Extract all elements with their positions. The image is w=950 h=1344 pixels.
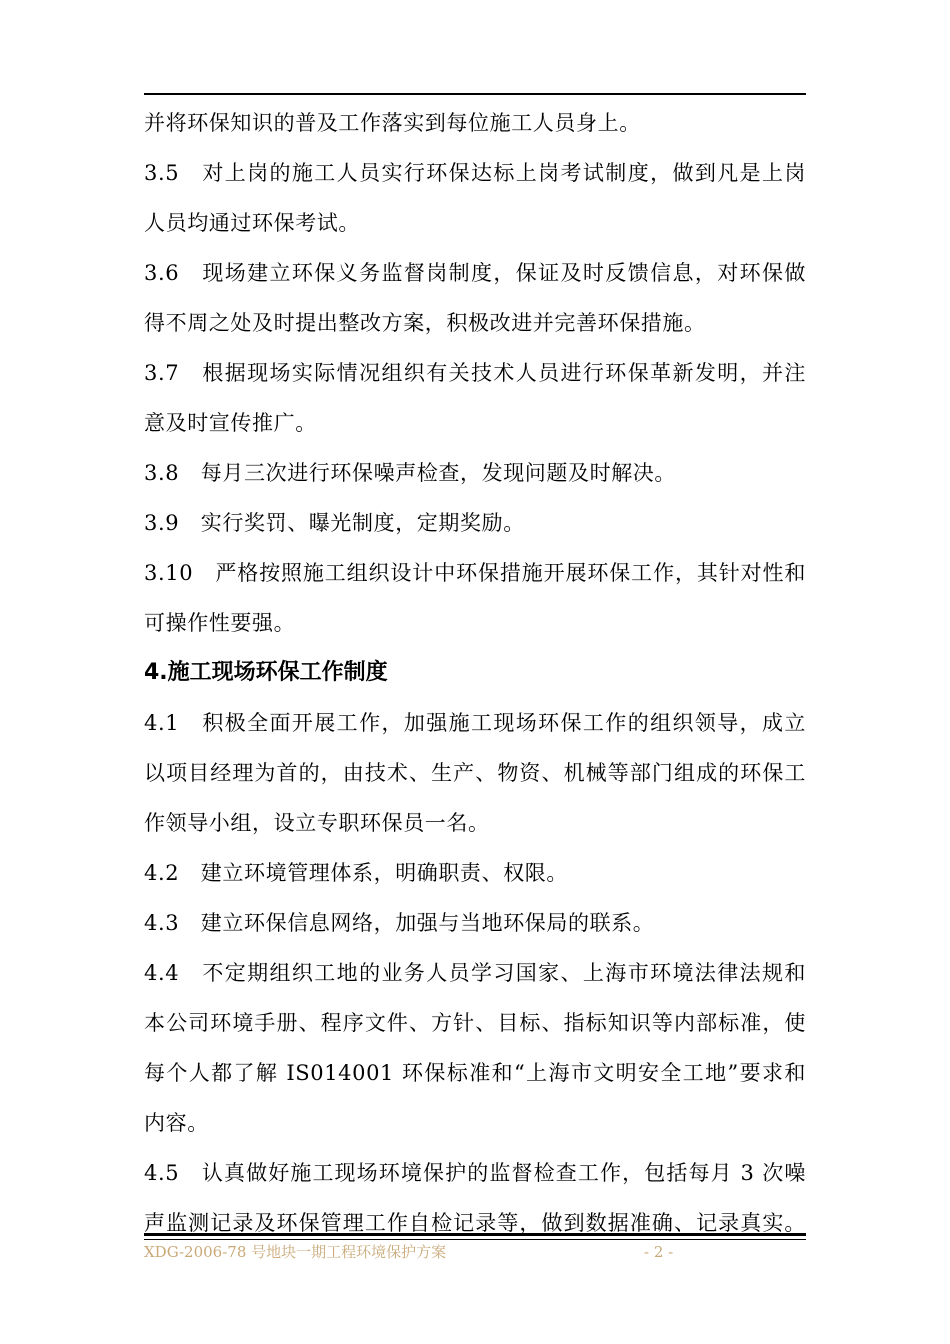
paragraph-line: 3.7 根据现场实际情况组织有关技术人员进行环保革新发明，并注 [144,361,806,385]
paragraph-line: 并将环保知识的普及工作落实到每位施工人员身上。 [144,111,641,135]
footer-rule-thin [144,1239,806,1240]
paragraph-line: 3.8 每月三次进行环保噪声检查，发现问题及时解决。 [144,461,676,485]
footer-document-title: XDG-2006-78 号地块一期工程环境保护方案 [144,1243,447,1261]
footer-rule [144,1233,806,1236]
paragraph-line: 可操作性要强。 [144,611,296,635]
paragraph-line: 4.3 建立环保信息网络，加强与当地环保局的联系。 [144,911,655,935]
paragraph-line: 声监测记录及环保管理工作自检记录等，做到数据准确、记录真实。 [144,1211,806,1235]
paragraph-line: 每个人都了解 IS014001 环保标准和“上海市文明安全工地”要求和 [144,1061,806,1085]
document-body [144,98,806,1248]
paragraph-line: 本公司环境手册、程序文件、方针、目标、指标知识等内部标准，使 [144,1011,806,1035]
paragraph-line: 人员均通过环保考试。 [144,211,360,235]
paragraph-line: 3.9 实行奖罚、曝光制度，定期奖励。 [144,511,525,535]
paragraph-line: 4.4 不定期组织工地的业务人员学习国家、上海市环境法律法规和 [144,961,806,985]
paragraph-line: 3.10 严格按照施工组织设计中环保措施开展环保工作，其针对性和 [144,561,806,585]
footer-page-number: - 2 - [644,1243,674,1261]
paragraph-line: 4.1 积极全面开展工作，加强施工现场环保工作的组织领导，成立 [144,711,806,735]
paragraph-line: 意及时宣传推广。 [144,411,317,435]
section-heading: 4.施工现场环保工作制度 [144,660,388,685]
header-rule [144,93,806,95]
paragraph-line: 作领导小组，设立专职环保员一名。 [144,811,490,835]
paragraph-line: 3.6 现场建立环保义务监督岗制度，保证及时反馈信息，对环保做 [144,261,806,285]
paragraph-line: 内容。 [144,1111,209,1135]
paragraph-line: 3.5 对上岗的施工人员实行环保达标上岗考试制度，做到凡是上岗 [144,161,806,185]
paragraph-line: 4.2 建立环境管理体系，明确职责、权限。 [144,861,568,885]
paragraph-line: 得不周之处及时提出整改方案，积极改进并完善环保措施。 [144,311,706,335]
paragraph-line: 4.5 认真做好施工现场环境保护的监督检查工作，包括每月 3 次噪 [144,1161,806,1185]
paragraph-line: 以项目经理为首的，由技术、生产、物资、机械等部门组成的环保工 [144,761,806,785]
